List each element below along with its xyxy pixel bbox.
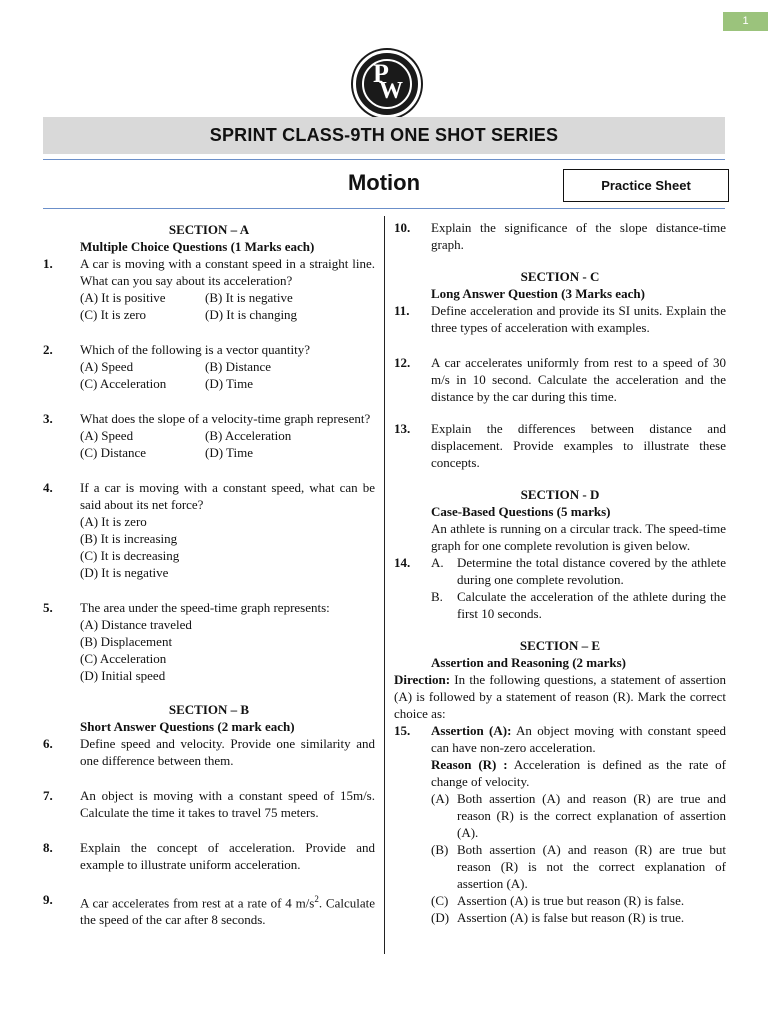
question-1 — [43, 255, 375, 323]
question-text: Define acceleration and provide its SI units. Explain the three types of acceleration with examples. — [431, 303, 726, 335]
option-text: Both assertion (A) and reason (R) are true and reason (R) is the correct explanation of assertion (A). — [457, 791, 726, 840]
case-intro — [394, 520, 726, 554]
direction-label: Direction: — [394, 672, 451, 687]
question-text: Which of the following is a vector quantity? — [80, 342, 310, 357]
question-13 — [394, 420, 726, 471]
option: (B) Displacement — [80, 634, 173, 649]
assertion-text: An object moving with constant speed can have non-zero acceleration. — [431, 723, 727, 755]
question-number: 7. — [43, 788, 53, 803]
option-text: Both assertion (A) and reason (R) are true but reason (R) is not the correct explanation of assertion (A). — [457, 842, 726, 891]
section-d-subtitle: Case-Based Questions (5 marks) — [431, 504, 611, 519]
part-label: B. — [431, 589, 443, 604]
option-text: Assertion (A) is false but reason (R) is true. — [457, 910, 685, 925]
assertion — [431, 722, 726, 756]
ar-option-c — [394, 892, 726, 909]
option: (C) Acceleration — [80, 651, 167, 666]
question-number: 3. — [43, 411, 53, 426]
question-5 — [43, 599, 375, 684]
question-number: 8. — [43, 840, 53, 855]
option-label: (B) — [431, 842, 449, 857]
section-d-title: SECTION - D — [520, 487, 600, 502]
question-text: Define speed and velocity. Provide one similarity and one difference between them. — [80, 736, 375, 768]
question-number: 15. — [394, 723, 411, 738]
question-number: 14. — [394, 555, 411, 570]
reason-label: Reason (R) : — [431, 757, 508, 772]
part-text: Determine the total distance covered by the athlete during one complete revolution. — [457, 555, 726, 587]
option: (B) Distance — [205, 359, 272, 374]
option-label: (A) — [431, 791, 450, 806]
direction-text — [394, 671, 726, 722]
question-number: 2. — [43, 342, 53, 357]
option: (C) It is zero — [80, 307, 147, 322]
question-number: 5. — [43, 600, 53, 615]
question-text: An object is moving with a constant speed of 15m/s. Calculate the time it takes to travel 75 meters. — [80, 788, 375, 820]
reason-text: Acceleration is defined as the rate of change of velocity. — [431, 757, 726, 789]
left-column — [43, 221, 375, 928]
case-part-a — [431, 554, 726, 588]
option: (D) It is negative — [80, 565, 169, 580]
question-number: 11. — [394, 303, 410, 318]
option: (C) Distance — [80, 445, 147, 460]
question-15 — [394, 722, 726, 790]
logo-letter-w: W — [379, 78, 403, 104]
option: (D) It is changing — [205, 307, 298, 322]
question-text: The area under the speed-time graph represents: — [80, 600, 330, 615]
question-8 — [43, 839, 375, 873]
option: (C) It is decreasing — [80, 548, 180, 563]
question-10 — [394, 219, 726, 253]
question-text: A car is moving with a constant speed in a straight line. What can you say about its acceleration? — [80, 256, 375, 288]
question-text: If a car is moving with a constant speed, what can be said about its net force? — [80, 480, 375, 512]
option-label: (C) — [431, 893, 449, 908]
case-part-b — [431, 588, 726, 622]
option: (B) It is negative — [205, 290, 293, 305]
assertion-label: Assertion (A): — [431, 723, 512, 738]
question-text: Explain the concept of acceleration. Provide and example to illustrate uniform acceleration. — [80, 840, 375, 872]
section-a-title: SECTION – A — [168, 222, 250, 237]
option: (A) It is positive — [80, 290, 166, 305]
option: (A) Distance traveled — [80, 617, 192, 632]
question-text-part: . Calculate the speed of the car after 8 seconds. — [80, 895, 375, 928]
option: (D) Time — [205, 445, 254, 460]
question-11 — [394, 302, 726, 336]
direction-body: In the following questions, a statement of assertion (A) is followed by a statement of reason (R). Mark the correct choice as: — [394, 672, 726, 721]
section-e-title: SECTION – E — [519, 638, 601, 653]
part-label: A. — [431, 555, 444, 570]
case-intro-text: An athlete is running on a circular track. The speed-time graph for one complete revolution is given below. — [431, 521, 726, 553]
superscript: 2 — [314, 894, 319, 904]
question-6 — [43, 735, 375, 769]
section-c-subtitle: Long Answer Question (3 Marks each) — [431, 286, 645, 301]
question-7 — [43, 787, 375, 821]
question-4 — [43, 479, 375, 581]
question-12 — [394, 354, 726, 405]
option: (B) Acceleration — [205, 428, 292, 443]
ar-option-b — [394, 841, 726, 892]
question-number: 4. — [43, 480, 53, 495]
option-label: (D) — [431, 910, 450, 925]
option: (B) It is increasing — [80, 531, 178, 546]
ar-option-a — [394, 790, 726, 841]
topic-title: Motion — [347, 170, 421, 195]
question-3 — [43, 410, 375, 461]
question-number: 9. — [43, 892, 53, 907]
question-text — [80, 891, 375, 928]
question-text: Explain the differences between distance and displacement. Provide examples to illustrate these concepts. — [431, 421, 726, 470]
question-text: What does the slope of a velocity-time graph represent? — [80, 411, 371, 426]
question-number: 1. — [43, 256, 53, 271]
pw-logo — [353, 50, 421, 118]
question-text: Explain the significance of the slope distance-time graph. — [431, 220, 726, 252]
right-column — [394, 219, 726, 926]
question-text-part: A car accelerates from rest at a rate of 4 m/s — [80, 895, 315, 911]
section-a-subtitle: Multiple Choice Questions (1 Marks each) — [80, 239, 315, 254]
header-rule-bottom — [43, 208, 725, 209]
question-number: 6. — [43, 736, 53, 751]
section-b-title: SECTION – B — [168, 702, 250, 717]
question-number: 13. — [394, 421, 411, 436]
option: (A) Speed — [80, 428, 134, 443]
option: (D) Time — [205, 376, 254, 391]
question-9 — [43, 891, 375, 928]
option: (D) Initial speed — [80, 668, 166, 683]
column-divider — [384, 216, 385, 954]
reason — [431, 756, 726, 790]
header-rule-top — [43, 159, 725, 160]
ar-option-d — [394, 909, 726, 926]
practice-sheet-label: Practice Sheet — [563, 169, 729, 202]
logo-letter-p: P — [373, 59, 389, 88]
option: (C) Acceleration — [80, 376, 167, 391]
question-number: 12. — [394, 355, 411, 370]
section-b-subtitle: Short Answer Questions (2 mark each) — [80, 719, 295, 734]
section-c-title: SECTION - C — [520, 269, 600, 284]
page-number-badge: 1 — [723, 12, 768, 31]
part-text: Calculate the acceleration of the athlete during the first 10 seconds. — [457, 589, 726, 621]
option: (A) It is zero — [80, 514, 147, 529]
section-e-subtitle: Assertion and Reasoning (2 marks) — [431, 655, 627, 670]
question-2 — [43, 341, 375, 392]
option-text: Assertion (A) is true but reason (R) is false. — [457, 893, 685, 908]
question-number: 10. — [394, 220, 411, 235]
option: (A) Speed — [80, 359, 134, 374]
question-14 — [394, 554, 726, 622]
series-title-banner: SPRINT CLASS-9TH ONE SHOT SERIES — [43, 117, 725, 154]
question-text: A car accelerates uniformly from rest to a speed of 30 m/s in 10 second. Calculate the acceleration and the distance by the car during this time. — [431, 355, 726, 404]
